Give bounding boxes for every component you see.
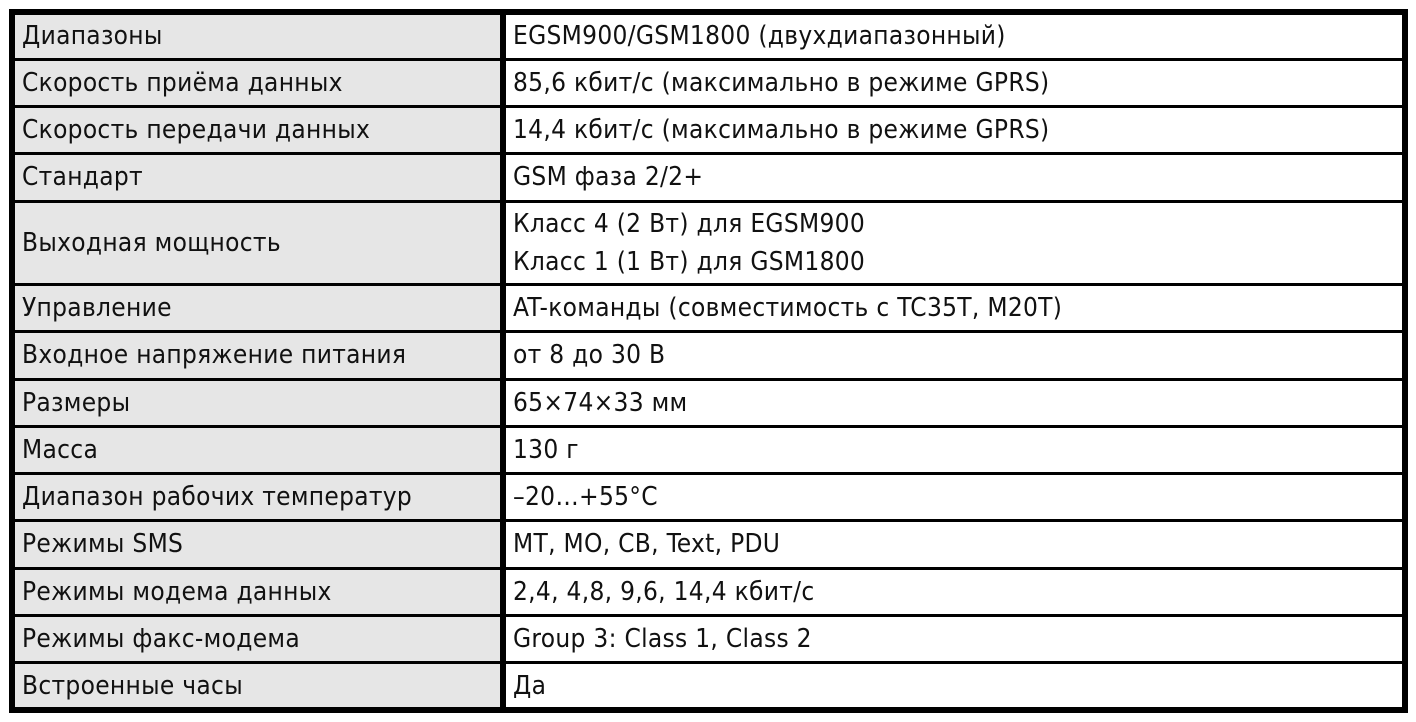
parameter-value-line: AT-команды (совместимость с TC35T, M20T) <box>513 293 1063 324</box>
parameter-value <box>503 663 1405 710</box>
table-row <box>12 379 1405 426</box>
table-row <box>12 285 1405 332</box>
parameter-label: Режимы модема данных <box>12 568 503 615</box>
parameter-value <box>503 615 1405 662</box>
table-row <box>12 568 1405 615</box>
parameter-value <box>503 379 1405 426</box>
parameter-label: Режимы факс-модема <box>12 615 503 662</box>
parameter-value-line: 65×74×33 мм <box>513 387 688 418</box>
parameter-value-line: Group 3: Class 1, Class 2 <box>513 624 812 655</box>
parameter-value <box>503 332 1405 379</box>
parameter-value-line: 85,6 кбит/с (максимально в режиме GPRS) <box>513 67 1050 98</box>
parameter-value-line: 14,4 кбит/с (максимально в режиме GPRS) <box>513 115 1050 146</box>
parameter-value-line: MT, MO, CB, Text, PDU <box>513 529 781 560</box>
table-row <box>12 154 1405 201</box>
table-row <box>12 12 1405 59</box>
table-row <box>12 201 1405 284</box>
parameter-value-line: Да <box>513 670 547 701</box>
parameter-value <box>503 474 1405 521</box>
parameter-label: Выходная мощность <box>12 201 503 284</box>
table-row <box>12 663 1405 710</box>
parameter-label: Размеры <box>12 379 503 426</box>
parameter-label: Режимы SMS <box>12 521 503 568</box>
parameter-label: Диапазоны <box>12 12 503 59</box>
table-row <box>12 426 1405 473</box>
parameter-value <box>503 201 1405 284</box>
parameter-value-line: GSM фаза 2/2+ <box>513 162 704 193</box>
parameter-label: Входное напряжение питания <box>12 332 503 379</box>
parameter-value-line: EGSM900/GSM1800 (двухдиапазонный) <box>513 21 1006 52</box>
parameter-label: Стандарт <box>12 154 503 201</box>
parameter-value <box>503 12 1405 59</box>
table-row <box>12 59 1405 106</box>
parameter-value <box>503 285 1405 332</box>
table-row <box>12 107 1405 154</box>
parameter-value-line: Класс 1 (1 Вт) для GSM1800 <box>513 246 866 277</box>
parameter-label: Масса <box>12 426 503 473</box>
table-row <box>12 615 1405 662</box>
parameter-value-line: –20…+55°C <box>513 482 658 513</box>
parameter-value <box>503 107 1405 154</box>
parameter-value-line: Класс 4 (2 Вт) для EGSM900 <box>513 208 866 239</box>
specifications-table <box>9 9 1408 713</box>
parameter-value <box>503 521 1405 568</box>
parameter-value-line: 2,4, 4,8, 9,6, 14,4 кбит/с <box>513 576 815 607</box>
table-row <box>12 521 1405 568</box>
parameter-label: Диапазон рабочих температур <box>12 474 503 521</box>
table-row <box>12 474 1405 521</box>
parameter-value <box>503 154 1405 201</box>
parameter-label: Управление <box>12 285 503 332</box>
specifications-table-body <box>12 12 1405 710</box>
parameter-value <box>503 59 1405 106</box>
parameter-label: Скорость приёма данных <box>12 59 503 106</box>
parameter-value-line: 130 г <box>513 434 579 465</box>
parameter-label: Скорость передачи данных <box>12 107 503 154</box>
parameter-label: Встроенные часы <box>12 663 503 710</box>
table-row <box>12 332 1405 379</box>
parameter-value-line: от 8 до 30 В <box>513 340 666 371</box>
parameter-value <box>503 426 1405 473</box>
parameter-value <box>503 568 1405 615</box>
